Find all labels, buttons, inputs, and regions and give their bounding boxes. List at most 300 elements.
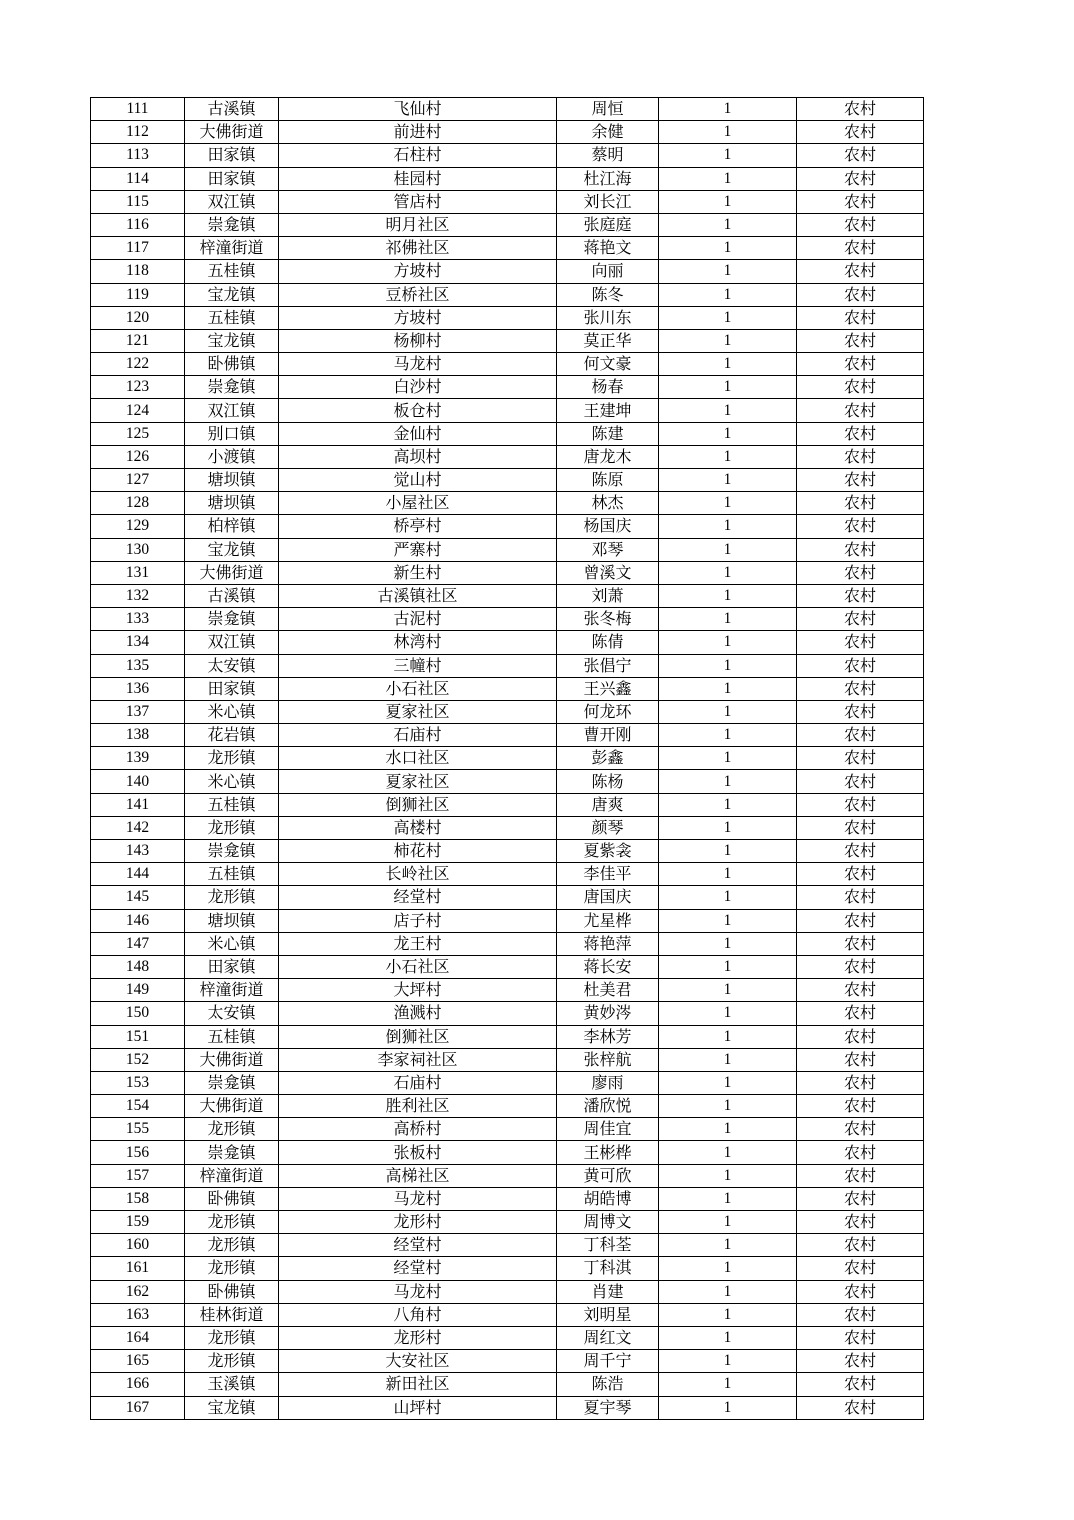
row-number-cell: 145 <box>91 886 185 909</box>
count-cell: 1 <box>659 167 797 190</box>
name-cell: 蒋艳萍 <box>557 932 659 955</box>
table-row <box>91 1164 924 1187</box>
town-cell: 五桂镇 <box>185 306 279 329</box>
table-row <box>91 770 924 793</box>
table-row <box>91 213 924 236</box>
village-cell: 高桥村 <box>279 1118 557 1141</box>
name-cell: 何文豪 <box>557 353 659 376</box>
town-cell: 双江镇 <box>185 631 279 654</box>
row-number-cell: 111 <box>91 98 185 121</box>
town-cell: 桂林街道 <box>185 1303 279 1326</box>
village-cell: 方坡村 <box>279 260 557 283</box>
row-number-cell: 160 <box>91 1234 185 1257</box>
town-cell: 龙形镇 <box>185 1257 279 1280</box>
town-cell: 崇龛镇 <box>185 1071 279 1094</box>
row-number-cell: 125 <box>91 422 185 445</box>
table-row <box>91 1071 924 1094</box>
town-cell: 崇龛镇 <box>185 608 279 631</box>
category-cell: 农村 <box>797 283 924 306</box>
name-cell: 莫正华 <box>557 329 659 352</box>
row-number-cell: 152 <box>91 1048 185 1071</box>
row-number-cell: 151 <box>91 1025 185 1048</box>
count-cell: 1 <box>659 445 797 468</box>
category-cell: 农村 <box>797 793 924 816</box>
count-cell: 1 <box>659 98 797 121</box>
count-cell: 1 <box>659 932 797 955</box>
village-cell: 马龙村 <box>279 353 557 376</box>
village-cell: 豆桥社区 <box>279 283 557 306</box>
category-cell: 农村 <box>797 1141 924 1164</box>
count-cell: 1 <box>659 1141 797 1164</box>
village-cell: 飞仙村 <box>279 98 557 121</box>
count-cell: 1 <box>659 144 797 167</box>
town-cell: 大佛街道 <box>185 1048 279 1071</box>
village-cell: 石庙村 <box>279 724 557 747</box>
name-cell: 胡皓博 <box>557 1187 659 1210</box>
category-cell: 农村 <box>797 1164 924 1187</box>
table-row <box>91 955 924 978</box>
town-cell: 塘坝镇 <box>185 469 279 492</box>
row-number-cell: 140 <box>91 770 185 793</box>
village-cell: 桥亭村 <box>279 515 557 538</box>
name-cell: 向丽 <box>557 260 659 283</box>
category-cell: 农村 <box>797 1280 924 1303</box>
table-row <box>91 98 924 121</box>
category-cell: 农村 <box>797 816 924 839</box>
category-cell: 农村 <box>797 1350 924 1373</box>
table-row <box>91 1234 924 1257</box>
village-cell: 店子村 <box>279 909 557 932</box>
row-number-cell: 120 <box>91 306 185 329</box>
town-cell: 别口镇 <box>185 422 279 445</box>
row-number-cell: 150 <box>91 1002 185 1025</box>
town-cell: 大佛街道 <box>185 121 279 144</box>
row-number-cell: 144 <box>91 863 185 886</box>
category-cell: 农村 <box>797 747 924 770</box>
category-cell: 农村 <box>797 770 924 793</box>
category-cell: 农村 <box>797 399 924 422</box>
table-row <box>91 190 924 213</box>
town-cell: 崇龛镇 <box>185 840 279 863</box>
village-cell: 古泥村 <box>279 608 557 631</box>
name-cell: 杜美君 <box>557 979 659 1002</box>
count-cell: 1 <box>659 770 797 793</box>
name-cell: 张庭庭 <box>557 213 659 236</box>
table-row <box>91 909 924 932</box>
count-cell: 1 <box>659 1048 797 1071</box>
name-cell: 曹开刚 <box>557 724 659 747</box>
count-cell: 1 <box>659 237 797 260</box>
table-row <box>91 469 924 492</box>
table-row <box>91 1141 924 1164</box>
name-cell: 刘长江 <box>557 190 659 213</box>
village-cell: 长岭社区 <box>279 863 557 886</box>
count-cell: 1 <box>659 909 797 932</box>
category-cell: 农村 <box>797 724 924 747</box>
count-cell: 1 <box>659 747 797 770</box>
count-cell: 1 <box>659 1234 797 1257</box>
town-cell: 太安镇 <box>185 654 279 677</box>
table-row <box>91 1095 924 1118</box>
table-row <box>91 329 924 352</box>
count-cell: 1 <box>659 213 797 236</box>
village-cell: 经堂村 <box>279 886 557 909</box>
table-row <box>91 1373 924 1396</box>
count-cell: 1 <box>659 584 797 607</box>
category-cell: 农村 <box>797 213 924 236</box>
table-row <box>91 167 924 190</box>
village-cell: 大安社区 <box>279 1350 557 1373</box>
row-number-cell: 155 <box>91 1118 185 1141</box>
town-cell: 米心镇 <box>185 700 279 723</box>
town-cell: 梓潼街道 <box>185 1164 279 1187</box>
town-cell: 大佛街道 <box>185 1095 279 1118</box>
count-cell: 1 <box>659 724 797 747</box>
table-row <box>91 1350 924 1373</box>
row-number-cell: 159 <box>91 1211 185 1234</box>
row-number-cell: 163 <box>91 1303 185 1326</box>
town-cell: 梓潼街道 <box>185 237 279 260</box>
village-cell: 马龙村 <box>279 1187 557 1210</box>
village-cell: 经堂村 <box>279 1257 557 1280</box>
count-cell: 1 <box>659 1280 797 1303</box>
row-number-cell: 126 <box>91 445 185 468</box>
row-number-cell: 166 <box>91 1373 185 1396</box>
name-cell: 何龙环 <box>557 700 659 723</box>
count-cell: 1 <box>659 608 797 631</box>
name-cell: 陈倩 <box>557 631 659 654</box>
row-number-cell: 153 <box>91 1071 185 1094</box>
village-cell: 山坪村 <box>279 1396 557 1419</box>
table-row <box>91 863 924 886</box>
row-number-cell: 113 <box>91 144 185 167</box>
town-cell: 卧佛镇 <box>185 1187 279 1210</box>
village-cell: 新田社区 <box>279 1373 557 1396</box>
count-cell: 1 <box>659 677 797 700</box>
table-row <box>91 886 924 909</box>
town-cell: 龙形镇 <box>185 1118 279 1141</box>
category-cell: 农村 <box>797 167 924 190</box>
town-cell: 小渡镇 <box>185 445 279 468</box>
village-cell: 倒狮社区 <box>279 1025 557 1048</box>
category-cell: 农村 <box>797 492 924 515</box>
town-cell: 五桂镇 <box>185 793 279 816</box>
village-cell: 杨柳村 <box>279 329 557 352</box>
table-row <box>91 1280 924 1303</box>
name-cell: 曾溪文 <box>557 561 659 584</box>
table-row <box>91 561 924 584</box>
row-number-cell: 148 <box>91 955 185 978</box>
table-row <box>91 979 924 1002</box>
town-cell: 米心镇 <box>185 932 279 955</box>
row-number-cell: 142 <box>91 816 185 839</box>
town-cell: 宝龙镇 <box>185 538 279 561</box>
village-cell: 三幢村 <box>279 654 557 677</box>
count-cell: 1 <box>659 1025 797 1048</box>
name-cell: 李佳平 <box>557 863 659 886</box>
name-cell: 余健 <box>557 121 659 144</box>
count-cell: 1 <box>659 955 797 978</box>
village-cell: 管店村 <box>279 190 557 213</box>
category-cell: 农村 <box>797 631 924 654</box>
category-cell: 农村 <box>797 561 924 584</box>
town-cell: 太安镇 <box>185 1002 279 1025</box>
category-cell: 农村 <box>797 654 924 677</box>
table-row <box>91 422 924 445</box>
count-cell: 1 <box>659 1326 797 1349</box>
table-row <box>91 144 924 167</box>
row-number-cell: 164 <box>91 1326 185 1349</box>
count-cell: 1 <box>659 654 797 677</box>
category-cell: 农村 <box>797 979 924 1002</box>
row-number-cell: 124 <box>91 399 185 422</box>
table-row <box>91 538 924 561</box>
village-cell: 水口社区 <box>279 747 557 770</box>
row-number-cell: 135 <box>91 654 185 677</box>
row-number-cell: 117 <box>91 237 185 260</box>
category-cell: 农村 <box>797 538 924 561</box>
name-cell: 陈冬 <box>557 283 659 306</box>
row-number-cell: 138 <box>91 724 185 747</box>
town-cell: 双江镇 <box>185 190 279 213</box>
count-cell: 1 <box>659 1002 797 1025</box>
table-row <box>91 1048 924 1071</box>
category-cell: 农村 <box>797 98 924 121</box>
count-cell: 1 <box>659 376 797 399</box>
table-row <box>91 700 924 723</box>
count-cell: 1 <box>659 1350 797 1373</box>
town-cell: 五桂镇 <box>185 260 279 283</box>
table-row <box>91 932 924 955</box>
name-cell: 杨国庆 <box>557 515 659 538</box>
count-cell: 1 <box>659 863 797 886</box>
town-cell: 龙形镇 <box>185 816 279 839</box>
row-number-cell: 161 <box>91 1257 185 1280</box>
town-cell: 龙形镇 <box>185 886 279 909</box>
row-number-cell: 122 <box>91 353 185 376</box>
village-cell: 经堂村 <box>279 1234 557 1257</box>
row-number-cell: 128 <box>91 492 185 515</box>
village-cell: 倒狮社区 <box>279 793 557 816</box>
name-cell: 尤星桦 <box>557 909 659 932</box>
category-cell: 农村 <box>797 886 924 909</box>
count-cell: 1 <box>659 260 797 283</box>
name-cell: 肖建 <box>557 1280 659 1303</box>
name-cell: 丁科荃 <box>557 1234 659 1257</box>
count-cell: 1 <box>659 283 797 306</box>
table-row <box>91 260 924 283</box>
table-row <box>91 515 924 538</box>
village-cell: 板仓村 <box>279 399 557 422</box>
category-cell: 农村 <box>797 469 924 492</box>
name-cell: 唐龙木 <box>557 445 659 468</box>
category-cell: 农村 <box>797 445 924 468</box>
town-cell: 龙形镇 <box>185 747 279 770</box>
row-number-cell: 127 <box>91 469 185 492</box>
table-row <box>91 1211 924 1234</box>
count-cell: 1 <box>659 422 797 445</box>
category-cell: 农村 <box>797 515 924 538</box>
count-cell: 1 <box>659 1187 797 1210</box>
count-cell: 1 <box>659 1303 797 1326</box>
name-cell: 张倡宁 <box>557 654 659 677</box>
row-number-cell: 119 <box>91 283 185 306</box>
village-cell: 小屋社区 <box>279 492 557 515</box>
row-number-cell: 158 <box>91 1187 185 1210</box>
village-cell: 新生村 <box>279 561 557 584</box>
village-cell: 渔溅村 <box>279 1002 557 1025</box>
row-number-cell: 115 <box>91 190 185 213</box>
town-cell: 梓潼街道 <box>185 979 279 1002</box>
town-cell: 田家镇 <box>185 167 279 190</box>
table-row <box>91 654 924 677</box>
table-row <box>91 306 924 329</box>
name-cell: 潘欣悦 <box>557 1095 659 1118</box>
village-cell: 明月社区 <box>279 213 557 236</box>
town-cell: 五桂镇 <box>185 1025 279 1048</box>
category-cell: 农村 <box>797 863 924 886</box>
row-number-cell: 141 <box>91 793 185 816</box>
name-cell: 王建坤 <box>557 399 659 422</box>
table-row <box>91 677 924 700</box>
village-cell: 高楼村 <box>279 816 557 839</box>
row-number-cell: 130 <box>91 538 185 561</box>
count-cell: 1 <box>659 1118 797 1141</box>
count-cell: 1 <box>659 700 797 723</box>
table-row <box>91 492 924 515</box>
village-cell: 李家祠社区 <box>279 1048 557 1071</box>
town-cell: 宝龙镇 <box>185 329 279 352</box>
town-cell: 宝龙镇 <box>185 1396 279 1419</box>
category-cell: 农村 <box>797 1095 924 1118</box>
table-row <box>91 747 924 770</box>
village-cell: 金仙村 <box>279 422 557 445</box>
row-number-cell: 136 <box>91 677 185 700</box>
table-row <box>91 121 924 144</box>
row-number-cell: 133 <box>91 608 185 631</box>
table-row <box>91 816 924 839</box>
name-cell: 彭鑫 <box>557 747 659 770</box>
town-cell: 龙形镇 <box>185 1234 279 1257</box>
name-cell: 周恒 <box>557 98 659 121</box>
category-cell: 农村 <box>797 840 924 863</box>
village-cell: 龙王村 <box>279 932 557 955</box>
count-cell: 1 <box>659 492 797 515</box>
village-cell: 龙形村 <box>279 1326 557 1349</box>
row-number-cell: 146 <box>91 909 185 932</box>
name-cell: 蒋艳文 <box>557 237 659 260</box>
village-cell: 高梯社区 <box>279 1164 557 1187</box>
town-cell: 塘坝镇 <box>185 909 279 932</box>
table-body <box>91 98 924 1420</box>
row-number-cell: 118 <box>91 260 185 283</box>
name-cell: 唐国庆 <box>557 886 659 909</box>
row-number-cell: 112 <box>91 121 185 144</box>
count-cell: 1 <box>659 1257 797 1280</box>
table-row <box>91 399 924 422</box>
row-number-cell: 134 <box>91 631 185 654</box>
name-cell: 邓琴 <box>557 538 659 561</box>
name-cell: 颜琴 <box>557 816 659 839</box>
count-cell: 1 <box>659 329 797 352</box>
category-cell: 农村 <box>797 1326 924 1349</box>
table-row <box>91 283 924 306</box>
town-cell: 古溪镇 <box>185 584 279 607</box>
town-cell: 塘坝镇 <box>185 492 279 515</box>
table-row <box>91 1396 924 1419</box>
town-cell: 崇龛镇 <box>185 213 279 236</box>
village-cell: 龙形村 <box>279 1211 557 1234</box>
count-cell: 1 <box>659 306 797 329</box>
count-cell: 1 <box>659 979 797 1002</box>
village-cell: 白沙村 <box>279 376 557 399</box>
category-cell: 农村 <box>797 306 924 329</box>
row-number-cell: 114 <box>91 167 185 190</box>
table-row <box>91 724 924 747</box>
town-cell: 龙形镇 <box>185 1211 279 1234</box>
table-row <box>91 1257 924 1280</box>
count-cell: 1 <box>659 840 797 863</box>
row-number-cell: 156 <box>91 1141 185 1164</box>
category-cell: 农村 <box>797 584 924 607</box>
count-cell: 1 <box>659 793 797 816</box>
table-row <box>91 840 924 863</box>
town-cell: 五桂镇 <box>185 863 279 886</box>
table-row <box>91 631 924 654</box>
row-number-cell: 162 <box>91 1280 185 1303</box>
name-cell: 王彬桦 <box>557 1141 659 1164</box>
table-row <box>91 608 924 631</box>
category-cell: 农村 <box>797 353 924 376</box>
row-number-cell: 157 <box>91 1164 185 1187</box>
count-cell: 1 <box>659 816 797 839</box>
name-cell: 刘明星 <box>557 1303 659 1326</box>
village-cell: 桂园村 <box>279 167 557 190</box>
town-cell: 崇龛镇 <box>185 376 279 399</box>
table-row <box>91 353 924 376</box>
row-number-cell: 132 <box>91 584 185 607</box>
row-number-cell: 123 <box>91 376 185 399</box>
town-cell: 田家镇 <box>185 955 279 978</box>
village-cell: 小石社区 <box>279 677 557 700</box>
name-cell: 张梓航 <box>557 1048 659 1071</box>
name-cell: 廖雨 <box>557 1071 659 1094</box>
name-cell: 陈浩 <box>557 1373 659 1396</box>
count-cell: 1 <box>659 631 797 654</box>
name-cell: 蒋长安 <box>557 955 659 978</box>
row-number-cell: 116 <box>91 213 185 236</box>
row-number-cell: 137 <box>91 700 185 723</box>
category-cell: 农村 <box>797 700 924 723</box>
name-cell: 王兴鑫 <box>557 677 659 700</box>
row-number-cell: 143 <box>91 840 185 863</box>
category-cell: 农村 <box>797 1002 924 1025</box>
count-cell: 1 <box>659 1396 797 1419</box>
village-cell: 马龙村 <box>279 1280 557 1303</box>
name-cell: 张冬梅 <box>557 608 659 631</box>
village-cell: 觉山村 <box>279 469 557 492</box>
row-number-cell: 147 <box>91 932 185 955</box>
row-number-cell: 129 <box>91 515 185 538</box>
town-cell: 田家镇 <box>185 144 279 167</box>
village-cell: 八角村 <box>279 1303 557 1326</box>
category-cell: 农村 <box>797 1303 924 1326</box>
row-number-cell: 167 <box>91 1396 185 1419</box>
category-cell: 农村 <box>797 1071 924 1094</box>
row-number-cell: 131 <box>91 561 185 584</box>
name-cell: 丁科淇 <box>557 1257 659 1280</box>
count-cell: 1 <box>659 1164 797 1187</box>
